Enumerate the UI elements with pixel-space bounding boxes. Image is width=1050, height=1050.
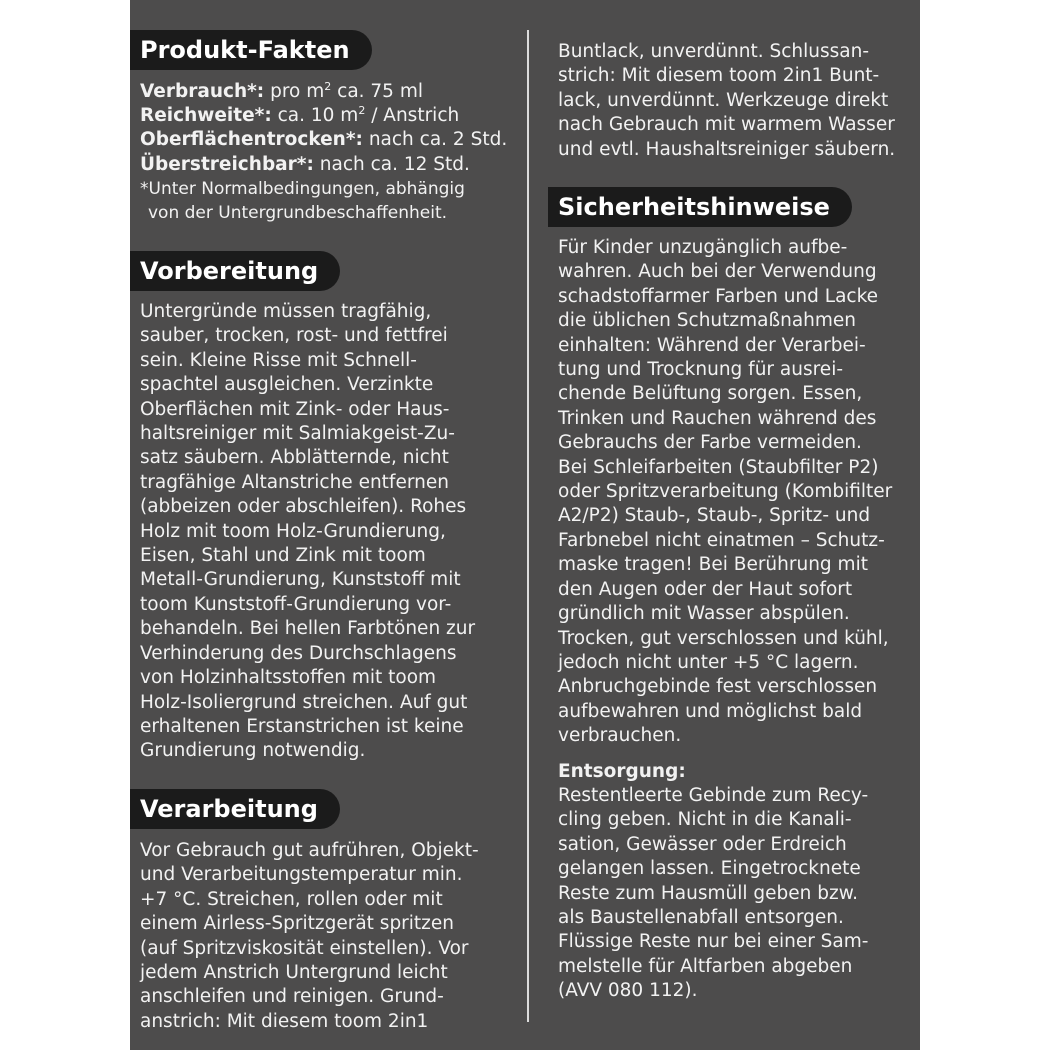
text-line: chende Belüftung sorgen. Essen, [558,383,863,405]
fact-row-verbrauch [140,80,507,104]
entsorgung-heading: Entsorgung: [558,761,686,782]
text-line: (AVV 080 112). [558,980,698,1002]
text-line: Anbruchgebinde fest verschlossen [558,676,878,698]
heading-verarbeitung: Verarbeitung [130,789,340,829]
text-line: gründlich mit Wasser abspülen. [558,603,850,625]
verarbeitung-text [140,839,479,1034]
fact-value: ca. 75 ml [331,81,423,102]
text-line: Reste zum Hausmüll geben bzw. [558,882,859,904]
text-line: haltsreiniger mit Salmiakgeist-Zu- [140,423,455,445]
text-line: Bei Schleifarbeiten (Staubfilter P2) [558,456,879,478]
text-line: melstelle für Altfarben abgeben [558,955,853,977]
text-line: spachtel ausgleichen. Verzinkte [140,374,434,396]
fact-label: Reichweite*: [140,105,272,127]
text-line: Flüssige Reste nur bei einer Sam- [558,931,869,953]
heading-produkt-fakten: Produkt-Fakten [130,30,372,70]
text-line: einhalten: Während der Verarbei- [558,334,866,356]
text-line: toom Kunststoff-Grundierung vor- [140,593,452,615]
text-line: Eisen, Stahl und Zink mit toom [140,545,426,567]
text-line: jedem Anstrich Untergrund leicht [140,962,448,984]
text-line: Oberflächen mit Zink- oder Haus- [140,398,450,420]
sicherheitshinweise-text [558,236,892,749]
text-line: Holz mit toom Holz-Grundierung, [140,520,446,542]
text-line: Für Kinder unzugänglich aufbe- [558,237,848,258]
text-line: Trocken, gut verschlossen und kühl, [558,627,889,649]
fact-value: nach ca. 2 Std. [362,129,508,151]
text-line: sein. Kleine Risse mit Schnell- [140,349,417,371]
text-line: schadstoffarmer Farben und Lacke [558,285,879,307]
text-line: tung und Trocknung für ausrei- [558,359,844,381]
fact-label: Oberflächentrocken*: [140,129,363,151]
text-line: Vor Gebrauch gut aufrühren, Objekt- [140,840,479,861]
text-line: behandeln. Bei hellen Farbtönen zur [140,618,476,640]
fact-unit-sup: 2 [358,104,366,118]
text-line: Holz-Isoliergrund streichen. Auf gut [140,691,468,713]
text-line: den Augen oder der Haut sofort [558,578,853,600]
text-line: und Verarbeitungstemperatur min. [140,864,463,886]
text-line: als Baustellenabfall entsorgen. [558,907,844,929]
text-line: erhaltenen Erstanstrichen ist keine [140,715,464,737]
facts-note-line-2: von der Untergrundbeschaffenheit. [148,203,448,224]
text-line: (abbeizen oder abschleifen). Rohes [140,496,467,518]
text-line: die üblichen Schutzmaßnahmen [558,310,857,332]
text-line: Buntlack, unverdünnt. Schlussan- [558,41,870,62]
product-label-panel [130,0,920,1050]
text-line: verbrauchen. [558,725,682,747]
text-line: (auf Spritzviskosität einstellen). Vor [140,937,469,959]
fact-value: / Anstrich [365,105,460,127]
text-line: sation, Gewässer oder Erdreich [558,833,847,855]
fact-label: Überstreichbar*: [140,153,314,175]
text-line: A2/P2) Staub-, Staub-, Spritz- und [558,505,871,527]
text-line: aufbewahren und möglichst bald [558,700,863,722]
text-line: Untergründe müssen tragfähig, [140,301,432,322]
text-line: Restentleerte Gebinde zum Recy- [558,785,869,806]
text-line: sauber, trocken, rost- und fettfrei [140,325,448,347]
heading-vorbereitung: Vorbereitung [130,251,340,291]
text-line: +7 °C. Streichen, rollen oder mit [140,888,443,910]
entsorgung-text [558,784,868,1004]
fact-unit-sup: 2 [324,79,332,93]
text-line: und evtl. Haushaltsreiniger säubern. [558,138,896,160]
vorbereitung-text [140,300,475,764]
fact-row-reichweite [140,104,507,128]
text-line: Farbnebel nicht einatmen – Schutz- [558,529,885,551]
fact-row-ueberstreichbar [140,153,507,177]
text-line: Trinken und Rauchen während des [558,407,877,429]
text-line: tragfähige Altanstriche entfernen [140,471,449,493]
text-line: strich: Mit diesem toom 2in1 Bunt- [558,65,880,87]
verarbeitung-text-continued [558,40,895,162]
text-line: jedoch nicht unter +5 °C lagern. [558,651,859,673]
text-line: Grundierung notwendig. [140,740,366,762]
fact-row-oberflaechentrocken [140,128,507,152]
text-line: einem Airless-Spritzgerät spritzen [140,913,455,935]
product-facts [140,80,507,225]
text-line: Verhinderung des Durchschlagens [140,642,457,664]
text-line: anstrich: Mit diesem toom 2in1 [140,1010,429,1032]
text-line: anschleifen und reinigen. Grund- [140,986,444,1008]
text-line: gelangen lassen. Eingetrocknete [558,858,861,880]
text-line: nach Gebrauch mit warmem Wasser [558,114,895,136]
text-line: satz säubern. Abblätternde, nicht [140,447,449,469]
heading-sicherheitshinweise: Sicherheitshinweise [548,187,852,227]
text-line: maske tragen! Bei Berührung mit [558,554,868,576]
column-divider [527,30,529,1022]
fact-value: ca. 10 m [271,105,359,127]
facts-note-line-1: *Unter Normalbedingungen, abhängig [140,178,465,199]
fact-value: pro m [264,81,325,102]
text-line: Gebrauchs der Farbe vermeiden. [558,432,862,454]
text-line: Metall-Grundierung, Kunststoff mit [140,569,461,591]
text-line: von Holzinhaltsstoffen mit toom [140,667,437,689]
text-line: wahren. Auch bei der Verwendung [558,261,877,283]
text-line: cling geben. Nicht in die Kanali- [558,809,852,831]
fact-label: Verbrauch*: [140,81,265,102]
text-line: lack, unverdünnt. Werkzeuge direkt [558,89,889,111]
fact-value: nach ca. 12 Std. [313,153,470,175]
text-line: oder Spritzverarbeitung (Kombifilter [558,481,893,503]
